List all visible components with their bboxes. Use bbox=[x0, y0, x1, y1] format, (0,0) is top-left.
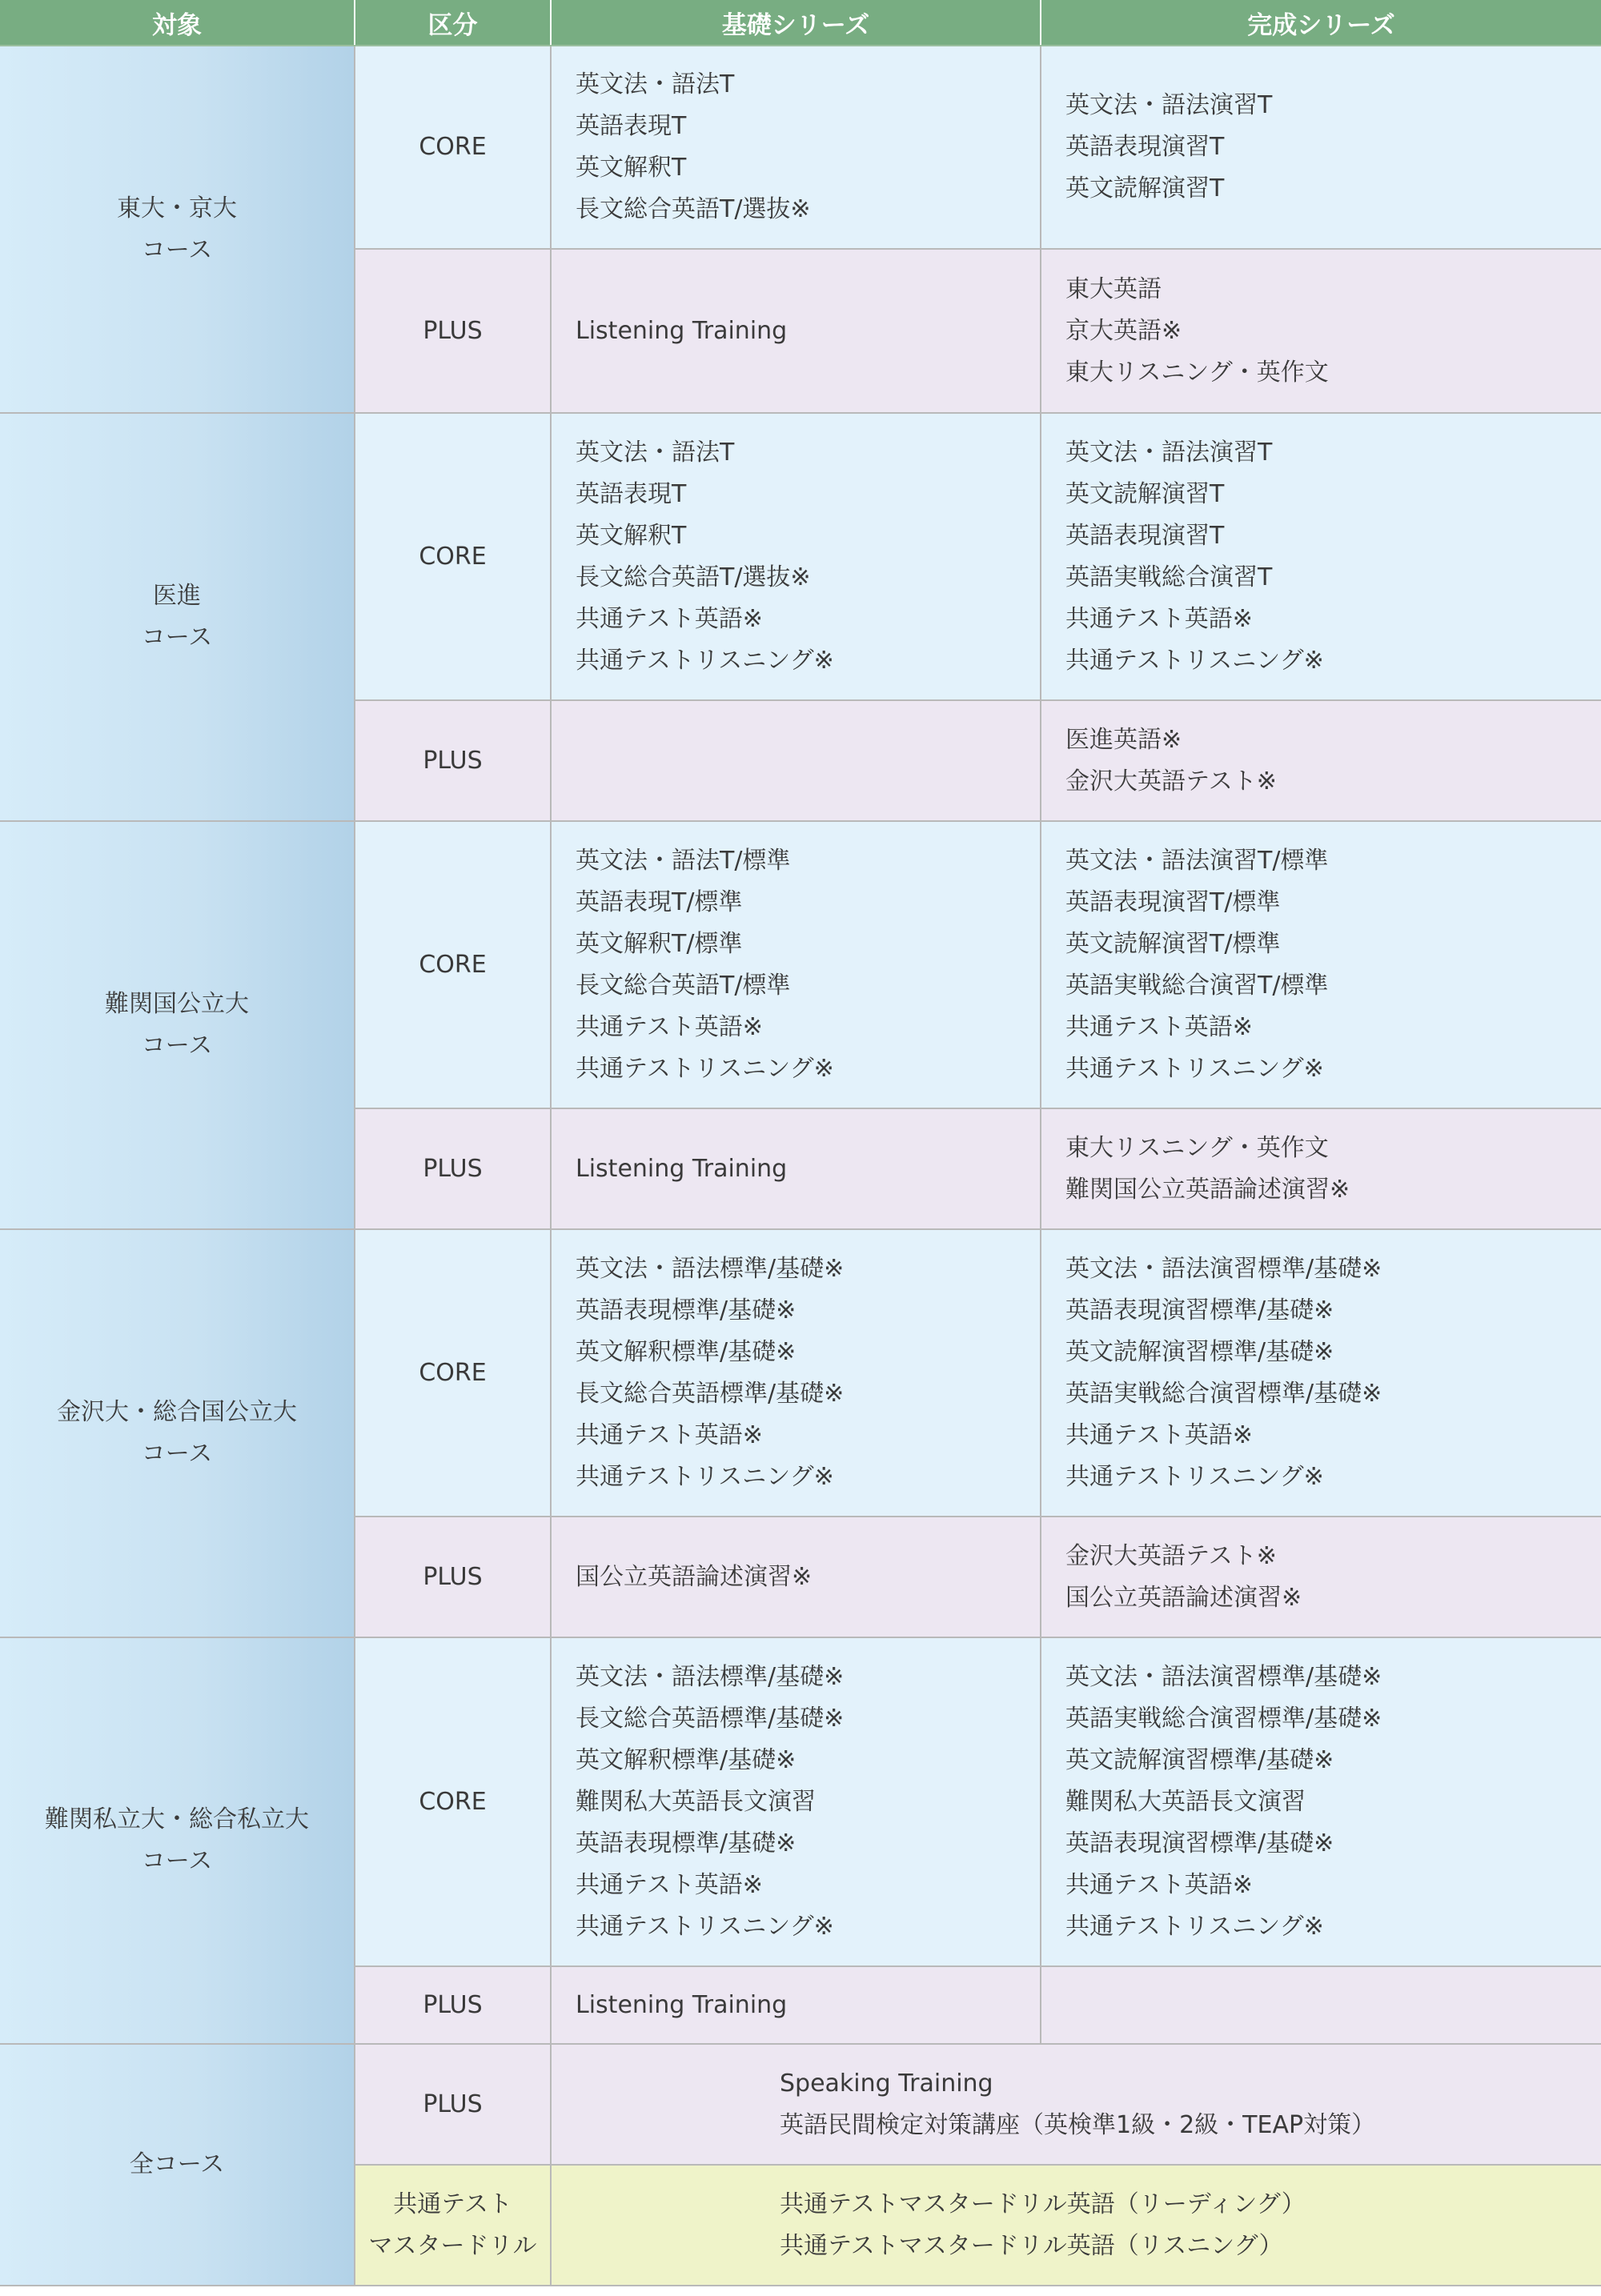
course-item: 共通テストリスニング※ bbox=[576, 646, 834, 675]
kansei-series-cell bbox=[1041, 821, 1601, 1108]
course-item: 英語表現演習T bbox=[1065, 521, 1225, 550]
course-item: 共通テスト英語※ bbox=[1065, 604, 1253, 633]
header-kiso-series: 基礎シリーズ bbox=[551, 0, 1041, 46]
course-name-line: コース bbox=[141, 623, 213, 651]
course-item: 国公立英語論述演習※ bbox=[576, 1562, 813, 1591]
kansei-series-cell bbox=[1041, 1517, 1601, 1637]
course-item: 英文解釈T bbox=[576, 521, 687, 550]
kansei-series-cell bbox=[1041, 1637, 1601, 1966]
kubun-cell: CORE bbox=[355, 413, 551, 700]
course-item: 長文総合英語T/選抜※ bbox=[576, 195, 811, 223]
course-item: 医進英語※ bbox=[1065, 725, 1182, 754]
course-item: 英語表現演習T bbox=[1065, 133, 1225, 161]
course-item: 英語表現T bbox=[576, 112, 687, 140]
course-name-line: 東大・京大 bbox=[117, 194, 237, 222]
course-name-line: コース bbox=[141, 1440, 213, 1468]
course-item: 東大リスニング・英作文 bbox=[1065, 1133, 1329, 1162]
course-name-line: 医進 bbox=[153, 582, 201, 610]
course-item: 京大英語※ bbox=[1065, 316, 1182, 345]
table-row bbox=[0, 413, 1601, 700]
course-item: 英文法・語法T/標準 bbox=[576, 846, 791, 875]
course-target-cell bbox=[0, 1229, 355, 1637]
course-item: 金沢大英語テスト※ bbox=[1065, 1541, 1277, 1570]
kiso-series-cell bbox=[551, 1637, 1041, 1966]
header-kubun: 区分 bbox=[355, 0, 551, 46]
table-row bbox=[0, 1229, 1601, 1517]
course-name-line: 難関国公立大 bbox=[105, 990, 249, 1018]
kiso-series-cell bbox=[551, 821, 1041, 1108]
course-item: 英文読解演習T bbox=[1065, 174, 1225, 202]
course-item: 英文読解演習T bbox=[1065, 479, 1225, 508]
course-item: Listening Training bbox=[576, 1154, 788, 1183]
course-item: 英語表現T/標準 bbox=[576, 888, 743, 916]
course-item: 共通テスト英語※ bbox=[1065, 1420, 1253, 1449]
course-name-line: 難関私立大・総合私立大 bbox=[45, 1805, 309, 1833]
course-item: 共通テストリスニング※ bbox=[576, 1054, 834, 1083]
course-item: 英語表現標準/基礎※ bbox=[576, 1829, 796, 1857]
course-item: 共通テストリスニング※ bbox=[1065, 1462, 1324, 1491]
kansei-series-cell bbox=[1041, 413, 1601, 700]
kansei-series-cell bbox=[1041, 1966, 1601, 2044]
kansei-series-cell bbox=[1041, 249, 1601, 413]
course-item: 英文解釈T/標準 bbox=[576, 929, 743, 958]
course-item: 東大リスニング・英作文 bbox=[1065, 358, 1329, 387]
course-item: 英語表現演習T/標準 bbox=[1065, 888, 1281, 916]
course-item: 難関国公立英語論述演習※ bbox=[1065, 1175, 1350, 1204]
kiso-series-cell bbox=[551, 249, 1041, 413]
course-item: 英文法・語法演習標準/基礎※ bbox=[1065, 1662, 1382, 1691]
kiso-series-cell bbox=[551, 46, 1041, 249]
kiso-series-cell bbox=[551, 700, 1041, 821]
course-item: 共通テスト英語※ bbox=[576, 604, 763, 633]
course-target-cell bbox=[0, 1637, 355, 2044]
course-item: 英文解釈標準/基礎※ bbox=[576, 1745, 796, 1774]
course-item: Speaking Training bbox=[780, 2069, 993, 2098]
kiso-series-cell bbox=[551, 413, 1041, 700]
course-item: 英語表現演習標準/基礎※ bbox=[1065, 1829, 1334, 1857]
kubun-cell: CORE bbox=[355, 1637, 551, 1966]
course-item: 長文総合英語標準/基礎※ bbox=[576, 1704, 845, 1733]
course-item: Listening Training bbox=[576, 1990, 788, 2019]
kubun-cell: PLUS bbox=[355, 249, 551, 413]
course-item: 共通テストリスニング※ bbox=[1065, 646, 1324, 675]
course-item: 英語民間検定対策講座（英検準1級・2級・TEAP対策） bbox=[780, 2110, 1376, 2139]
course-item: 難関私大英語長文演習 bbox=[576, 1787, 816, 1816]
course-item: 東大英語 bbox=[1065, 274, 1162, 303]
course-name-line: コース bbox=[141, 1847, 213, 1875]
course-target-cell bbox=[0, 46, 355, 413]
course-item: 長文総合英語T/標準 bbox=[576, 971, 791, 1000]
kiso-series-cell bbox=[551, 1229, 1041, 1517]
course-item: 英語表現T bbox=[576, 479, 687, 508]
table-row bbox=[0, 46, 1601, 249]
kiso-series-cell bbox=[551, 1517, 1041, 1637]
course-target-cell bbox=[0, 413, 355, 821]
kubun-cell: PLUS bbox=[355, 1108, 551, 1229]
course-name-line: コース bbox=[141, 1032, 213, 1060]
course-item: 英語実戦総合演習標準/基礎※ bbox=[1065, 1704, 1382, 1733]
course-item: 共通テストリスニング※ bbox=[1065, 1912, 1324, 1941]
table-row bbox=[0, 2044, 1601, 2165]
course-name-line: 金沢大・総合国公立大 bbox=[57, 1398, 297, 1426]
header-target: 対象 bbox=[0, 0, 355, 46]
header-kansei-series: 完成シリーズ bbox=[1041, 0, 1601, 46]
course-item: 共通テスト英語※ bbox=[1065, 1012, 1253, 1041]
table-row bbox=[0, 821, 1601, 1108]
course-item: 英文読解演習標準/基礎※ bbox=[1065, 1745, 1334, 1774]
course-name-line: コース bbox=[141, 235, 213, 264]
course-item: 共通テスト英語※ bbox=[1065, 1870, 1253, 1899]
kansei-series-cell bbox=[1041, 1229, 1601, 1517]
course-item: 英文読解演習標準/基礎※ bbox=[1065, 1337, 1334, 1366]
kubun-cell: CORE bbox=[355, 46, 551, 249]
course-item: 英語実戦総合演習T bbox=[1065, 563, 1273, 591]
course-item: 共通テストリスニング※ bbox=[576, 1912, 834, 1941]
course-item: 金沢大英語テスト※ bbox=[1065, 767, 1277, 795]
course-item: 英文読解演習T/標準 bbox=[1065, 929, 1281, 958]
kubun-line: 共通テスト bbox=[393, 2190, 512, 2218]
course-item: 英文法・語法演習T/標準 bbox=[1065, 846, 1329, 875]
kansei-series-cell bbox=[1041, 700, 1601, 821]
kansei-series-cell bbox=[1041, 46, 1601, 249]
kubun-line: マスタードリル bbox=[368, 2231, 537, 2260]
kiso-series-cell bbox=[551, 1108, 1041, 1229]
kubun-cell: PLUS bbox=[355, 1517, 551, 1637]
kubun-cell bbox=[355, 2165, 551, 2286]
course-target-cell bbox=[0, 821, 355, 1229]
course-item: 英文法・語法T bbox=[576, 438, 735, 467]
course-item: 共通テスト英語※ bbox=[576, 1420, 763, 1449]
course-item: 英語表現標準/基礎※ bbox=[576, 1296, 796, 1324]
kansei-series-cell bbox=[1041, 1108, 1601, 1229]
course-item: 英文法・語法標準/基礎※ bbox=[576, 1662, 845, 1691]
course-item: 英文法・語法演習T bbox=[1065, 91, 1273, 119]
all-course-drill-cell bbox=[551, 2165, 1601, 2286]
all-course-plus-cell bbox=[551, 2044, 1601, 2165]
course-item: 英語表現演習標準/基礎※ bbox=[1065, 1296, 1334, 1324]
course-item: 共通テストリスニング※ bbox=[576, 1462, 834, 1491]
course-item: 共通テストリスニング※ bbox=[1065, 1054, 1324, 1083]
course-item: 英文法・語法T bbox=[576, 70, 735, 98]
kubun-cell: PLUS bbox=[355, 2044, 551, 2165]
course-item: 国公立英語論述演習※ bbox=[1065, 1583, 1302, 1612]
course-item: 英文解釈標準/基礎※ bbox=[576, 1337, 796, 1366]
course-item: 共通テスト英語※ bbox=[576, 1012, 763, 1041]
course-item: Listening Training bbox=[576, 316, 788, 345]
course-item: 英文法・語法演習T bbox=[1065, 438, 1273, 467]
kubun-cell: CORE bbox=[355, 821, 551, 1108]
course-item: 長文総合英語標準/基礎※ bbox=[576, 1379, 845, 1408]
course-item: 共通テストマスタードリル英語（リスニング） bbox=[780, 2231, 1283, 2260]
course-item: 英文法・語法演習標準/基礎※ bbox=[1065, 1254, 1382, 1283]
course-item: 共通テスト英語※ bbox=[576, 1870, 763, 1899]
course-item: 英語実戦総合演習T/標準 bbox=[1065, 971, 1329, 1000]
course-item: 長文総合英語T/選抜※ bbox=[576, 563, 811, 591]
kubun-cell: PLUS bbox=[355, 700, 551, 821]
kiso-series-cell bbox=[551, 1966, 1041, 2044]
course-target-cell: 全コース bbox=[0, 2044, 355, 2286]
kubun-cell: PLUS bbox=[355, 1966, 551, 2044]
table-row bbox=[0, 1637, 1601, 1966]
course-item: 英文法・語法標準/基礎※ bbox=[576, 1254, 845, 1283]
course-item: 英語実戦総合演習標準/基礎※ bbox=[1065, 1379, 1382, 1408]
course-item: 共通テストマスタードリル英語（リーディング） bbox=[780, 2190, 1306, 2218]
kubun-cell: CORE bbox=[355, 1229, 551, 1517]
course-item: 英文解釈T bbox=[576, 154, 687, 182]
course-item: 難関私大英語長文演習 bbox=[1065, 1787, 1306, 1816]
header-row bbox=[0, 0, 1601, 46]
